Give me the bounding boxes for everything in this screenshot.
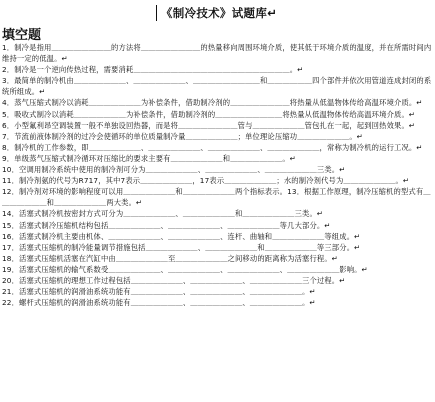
question-list	[2, 42, 433, 308]
question-item: 6．小型氟利昂空调装置一般不单独设回热器，而是将＿＿＿＿＿＿＿＿管与＿＿＿＿＿＿＿管包扎在一起，起到回热效果。↵	[2, 120, 416, 130]
question-item: 16．活塞式制冷机主要由机体、＿＿＿＿＿＿＿、＿＿＿＿＿＿＿、连杆、曲轴和＿＿＿＿＿＿＿等组成。↵	[2, 231, 361, 241]
question-item: 22．螺杆式压缩机的润滑油系统功能有＿＿＿＿＿＿＿、＿＿＿＿＿＿＿、＿＿＿＿＿＿＿。↵	[2, 298, 316, 308]
question-item: 5．吸收式制冷以消耗＿＿＿＿＿＿＿为补偿条件，借助制冷剂的＿＿＿＿＿＿＿＿＿将热量从低温物体传给高温环境介质。↵	[2, 109, 416, 119]
question-item: 11．制冷剂氨的代号为R717，其中7表示＿＿＿＿＿＿＿，17表示＿＿＿＿＿＿＿；水的制冷剂代号为＿＿＿＿＿＿＿。↵	[2, 176, 410, 186]
question-item: 2．制冷是一个逆向传热过程，需要消耗＿＿＿＿＿＿＿＿＿＿＿＿＿＿＿＿＿＿＿＿＿。↵	[2, 65, 304, 75]
question-item: 20．活塞式压缩机的理想工作过程包括＿＿＿＿＿＿＿、＿＿＿＿＿＿＿、＿＿＿＿＿＿＿三个过程。↵	[2, 275, 346, 285]
question-item: 17．活塞式压缩机的制冷能量调节措施包括＿＿＿＿＿＿＿、＿＿＿＿＿＿＿和＿＿＿＿＿＿＿等三部分。↵	[2, 242, 361, 252]
question-item: 3．最简单的制冷机由＿＿＿＿＿＿＿、＿＿＿＿＿＿＿、＿＿＿＿＿＿＿＿＿和＿＿＿＿＿＿四个部件并依次用管道连成封闭的系统所组成。↵	[2, 76, 432, 97]
question-item: 12．制冷剂对环境的影响程度可以用＿＿＿＿＿＿＿和＿＿＿＿＿＿＿两个指标表示。13．根据工作原理，制冷压缩机的型式有＿＿＿＿＿＿＿和＿＿＿＿＿＿＿两大类。↵	[2, 187, 431, 208]
question-item: 15．活塞式制冷压缩机结构包括＿＿＿＿＿＿＿、＿＿＿＿＿＿＿、＿＿＿＿＿＿＿等几大部分。↵	[2, 220, 331, 230]
question-item: 21．活塞式压缩机的润滑油系统功能有＿＿＿＿＿＿＿、＿＿＿＿＿＿＿、＿＿＿＿＿＿＿。↵	[2, 287, 316, 297]
section-heading: 填空题	[2, 28, 42, 43]
document-title	[0, 5, 435, 21]
question-item: 1．制冷是指用＿＿＿＿＿＿＿＿的方法将＿＿＿＿＿＿＿＿的热量移向周围环境介质，使其低于环境介质的温度，并在所需时间内维持一定的低温。↵	[2, 43, 432, 64]
question-item: 19．活塞式压缩机的输气系数受＿＿＿＿＿＿＿、＿＿＿＿＿＿＿、＿＿＿＿＿＿＿、＿＿＿＿＿＿＿影响。↵	[2, 264, 368, 274]
question-item: 7．节流前液体制冷剂的过冷会使循环的单位质量制冷量＿＿＿＿＿＿＿；单位理论压缩功＿＿＿＿＿＿＿。↵	[2, 131, 364, 141]
question-item: 10．空调用制冷系统中使用的制冷剂可分为＿＿＿＿＿＿＿、＿＿＿＿＿＿＿、＿＿＿＿＿＿＿三类。↵	[2, 165, 346, 175]
question-item: 9．单级蒸气压缩式制冷循环对压缩比的要求主要有＿＿＿＿＿＿＿和＿＿＿＿＿＿＿。↵	[2, 153, 297, 163]
question-item: 14．活塞式制冷机按密封方式可分为＿＿＿＿＿＿＿、＿＿＿＿＿＿＿和＿＿＿＿＿＿＿三类。↵	[2, 209, 324, 219]
question-item: 4．蒸气压缩式制冷以消耗＿＿＿＿＿＿＿为补偿条件，借助制冷剂的＿＿＿＿＿＿＿＿将热量从低温物体传给高温环境介质。↵	[2, 98, 423, 108]
question-item: 8．制冷机的工作参数，即＿＿＿＿＿＿＿、＿＿＿＿＿＿＿、＿＿＿＿＿＿＿、＿＿＿＿＿＿＿，常称为制冷机的运行工况。↵	[2, 142, 423, 152]
question-item: 18．活塞式压缩机活塞在汽缸中由＿＿＿＿＿＿＿至＿＿＿＿＿＿＿之间移动的距离称为活塞行程。↵	[2, 253, 339, 263]
document-title-text: 《制冷技术》试题库↵	[156, 5, 279, 21]
